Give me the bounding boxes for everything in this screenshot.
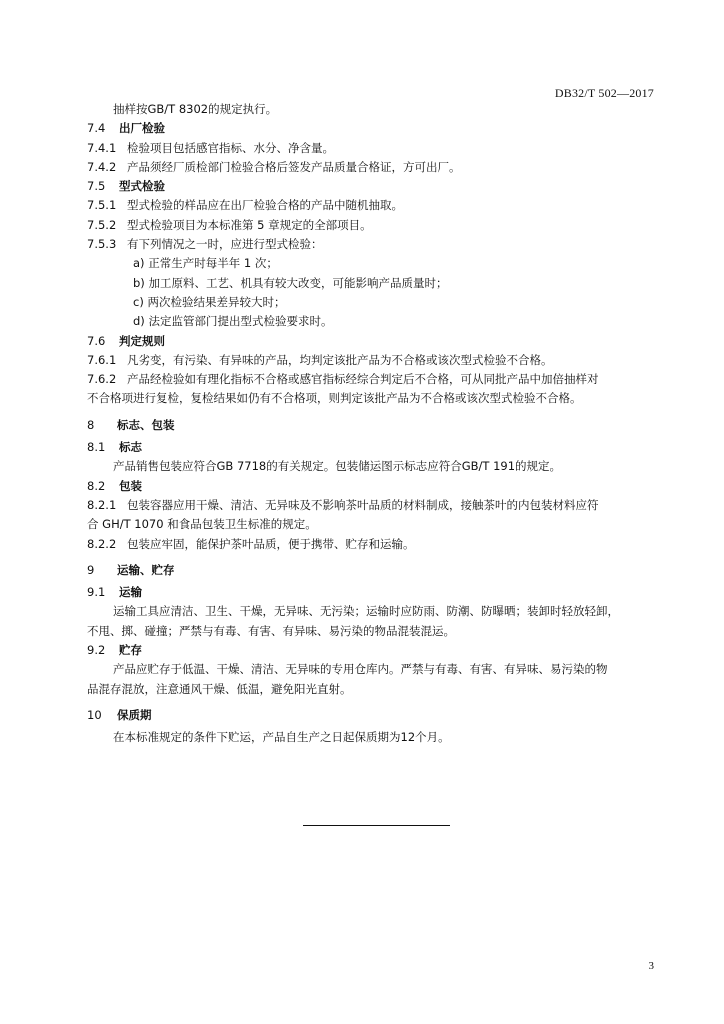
chapter-title: 标志、包装 <box>117 417 175 432</box>
paragraph: 抽样按GB/T 8302的规定执行。 <box>113 102 278 116</box>
clause-7-6-2 <box>87 370 657 389</box>
clause-text: 型式检验项目为本标准第 5 章规定的全部项目。 <box>127 217 372 232</box>
section-number: 7.5 <box>87 179 106 194</box>
clause-7-4-2 <box>87 158 657 177</box>
clause-text-continued: 合 GH/T 1070 和食品包装卫生标准的规定。 <box>87 517 317 532</box>
clause-text: 包装容器应用干燥、清洁、无异味及不影响茶叶品质的材料制成，接触茶叶的内包装材料应符 <box>127 497 599 512</box>
clause-7-4-1 <box>87 139 657 158</box>
section-title: 运输 <box>119 585 142 600</box>
list-item: c) 两次检验结果差异较大时； <box>133 294 286 309</box>
page-number: 3 <box>648 960 654 972</box>
section-title: 包装 <box>119 478 142 493</box>
list-item: b) 加工原料、工艺、机具有较大改变，可能影响产品质量时； <box>133 275 448 290</box>
section-number: 9.2 <box>87 643 106 658</box>
section-heading-7-5 <box>87 177 657 196</box>
clause-text: 有下列情况之一时，应进行型式检验： <box>127 237 323 252</box>
section-title: 判定规则 <box>119 333 165 348</box>
section-title: 型式检验 <box>119 179 165 194</box>
clause-text: 产品须经厂质检部门检验合格后签发产品质量合格证，方可出厂。 <box>127 159 461 174</box>
section-heading-7-4 <box>87 119 657 138</box>
document-code-header: DB32/T 502—2017 <box>554 86 654 100</box>
section-heading-8-2 <box>87 477 657 496</box>
document-body <box>87 100 657 748</box>
clause-number: 7.4.2 <box>87 159 117 174</box>
clause-7-5-2 <box>87 216 657 235</box>
section-heading-9-1 <box>87 583 657 602</box>
section-number: 9.1 <box>87 585 106 600</box>
chapter-number: 8 <box>87 417 95 432</box>
clause-8-2-2 <box>87 535 657 554</box>
chapter-number: 9 <box>87 562 95 577</box>
clause-text: 型式检验的样品应在出厂检验合格的产品中随机抽取。 <box>127 198 403 213</box>
chapter-title: 运输、贮存 <box>117 562 175 577</box>
paragraph: 产品销售包装应符合GB 7718的有关规定。包装储运图示标志应符合GB/T 191的规定。 <box>113 459 562 474</box>
clause-text: 产品经检验如有理化指标不合格或感官指标经综合判定后不合格，可从同批产品中加倍抽样对 <box>127 372 599 387</box>
chapter-heading-9 <box>87 561 657 580</box>
clause-number: 8.2.1 <box>87 497 117 512</box>
paragraph-continued: 品混存混放，注意通风干燥、低温，避免阳光直射。 <box>87 681 352 696</box>
section-number: 7.6 <box>87 333 106 348</box>
section-title: 标志 <box>119 440 142 455</box>
paragraph-continued: 不甩、掷、碰撞；严禁与有毒、有害、有异味、易污染的物品混装混运。 <box>87 623 455 638</box>
section-heading-8-1 <box>87 438 657 457</box>
list-item: d) 法定监管部门提出型式检验要求时。 <box>133 314 333 329</box>
paragraph: 运输工具应清洁、卫生、干燥，无异味、无污染；运输时应防雨、防潮、防曝晒；装卸时轻放轻卸， <box>113 604 619 619</box>
paragraph: 在本标准规定的条件下贮运，产品自生产之日起保质期为12个月。 <box>113 730 450 745</box>
clause-text: 检验项目包括感官指标、水分、净含量。 <box>127 140 334 155</box>
clause-8-2-1 <box>87 496 657 515</box>
end-of-document-rule <box>303 825 450 826</box>
clause-number: 7.4.1 <box>87 140 117 155</box>
clause-text: 包装应牢固，能保护茶叶品质，便于携带、贮存和运输。 <box>127 536 415 551</box>
section-heading-7-6 <box>87 332 657 351</box>
clause-7-6-1 <box>87 351 657 370</box>
section-number: 7.4 <box>87 121 106 136</box>
clause-number: 7.6.1 <box>87 352 117 367</box>
section-number: 8.1 <box>87 440 106 455</box>
section-title: 出厂检验 <box>119 121 165 136</box>
clause-number: 8.2.2 <box>87 536 117 551</box>
clause-number: 7.5.1 <box>87 198 117 213</box>
clause-number: 7.5.3 <box>87 237 117 252</box>
clause-number: 7.5.2 <box>87 217 117 232</box>
chapter-title: 保质期 <box>117 707 152 722</box>
list-item: a) 正常生产时每半年 1 次； <box>133 256 278 271</box>
section-number: 8.2 <box>87 478 106 493</box>
section-heading-9-2 <box>87 641 657 660</box>
paragraph: 产品应贮存于低温、干燥、清洁、无异味的专用仓库内。严禁与有毒、有害、有异味、易污染的物 <box>113 662 608 677</box>
clause-text: 凡劣变，有污染、有异味的产品，均判定该批产品为不合格或该次型式检验不合格。 <box>127 352 553 367</box>
clause-7-5-3 <box>87 235 657 254</box>
chapter-heading-10 <box>87 706 657 725</box>
clause-number: 7.6.2 <box>87 372 117 387</box>
section-title: 贮存 <box>119 643 142 658</box>
chapter-heading-8 <box>87 416 657 435</box>
clause-7-5-1 <box>87 196 657 215</box>
chapter-number: 10 <box>87 707 102 722</box>
clause-text-continued: 不合格项进行复检，复检结果如仍有不合格项，则判定该批产品为不合格或该次型式检验不合格。 <box>87 391 582 406</box>
